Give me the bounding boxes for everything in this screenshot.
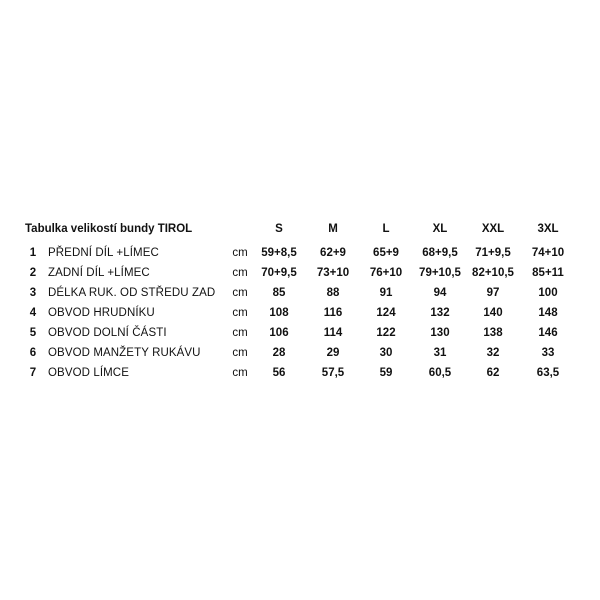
row-unit: cm	[232, 327, 248, 339]
table-cell: 106	[269, 327, 289, 339]
table-cell: 32	[486, 347, 500, 359]
row-number: 5	[29, 327, 37, 339]
row-number: 2	[29, 267, 37, 279]
table-cell: 74+10	[531, 247, 565, 259]
table-cell: 85+11	[532, 267, 564, 279]
table-cell: 57,5	[321, 367, 345, 379]
table-cell: 60,5	[428, 367, 452, 379]
table-cell: 148	[538, 307, 558, 319]
table-cell: 140	[483, 307, 503, 319]
row-label: PŘEDNÍ DÍL +LÍMEC	[48, 247, 159, 259]
table-cell: 88	[326, 287, 340, 299]
row-number: 7	[29, 367, 37, 379]
row-label: OBVOD HRUDNÍKU	[48, 307, 155, 319]
row-unit: cm	[232, 267, 248, 279]
table-cell: 116	[323, 307, 343, 319]
table-cell: 97	[486, 287, 500, 299]
size-header-xl: XL	[432, 223, 448, 235]
row-unit: cm	[232, 247, 248, 259]
table-cell: 28	[272, 347, 286, 359]
row-unit: cm	[232, 347, 248, 359]
table-cell: 146	[538, 327, 558, 339]
table-cell: 29	[326, 347, 340, 359]
row-number: 3	[29, 287, 37, 299]
table-title: Tabulka velikostí bundy TIROL	[25, 223, 193, 235]
row-label: DÉLKA RUK. OD STŘEDU ZAD	[48, 287, 216, 299]
table-row	[0, 365, 600, 385]
table-cell: 65+9	[373, 247, 399, 259]
row-label: OBVOD MANŽETY RUKÁVU	[48, 347, 201, 359]
table-cell: 71+9,5	[475, 247, 511, 259]
table-cell: 70+9,5	[261, 267, 297, 279]
table-row	[0, 325, 600, 345]
row-label: ZADNÍ DÍL +LÍMEC	[48, 267, 150, 279]
table-cell: 91	[379, 287, 393, 299]
size-header-s: S	[275, 223, 283, 235]
table-cell: 79+10,5	[419, 267, 461, 279]
table-cell: 59+8,5	[261, 247, 297, 259]
table-cell: 130	[430, 327, 450, 339]
table-cell: 114	[323, 327, 343, 339]
size-header-m: M	[328, 223, 338, 235]
table-cell: 62+9	[320, 247, 346, 259]
table-row	[0, 305, 600, 325]
table-cell: 31	[433, 347, 447, 359]
table-cell: 100	[538, 287, 558, 299]
size-header-3xl: 3XL	[537, 223, 559, 235]
table-cell: 85	[272, 287, 286, 299]
size-header-xxl: XXL	[481, 223, 505, 235]
row-number: 6	[29, 347, 37, 359]
table-cell: 63,5	[536, 367, 560, 379]
row-number: 4	[29, 307, 37, 319]
table-cell: 132	[430, 307, 450, 319]
row-label: OBVOD LÍMCE	[48, 367, 129, 379]
row-unit: cm	[232, 287, 248, 299]
table-cell: 59	[379, 367, 393, 379]
row-unit: cm	[232, 307, 248, 319]
row-number: 1	[29, 247, 37, 259]
table-cell: 68+9,5	[422, 247, 458, 259]
table-row	[0, 345, 600, 365]
table-cell: 94	[433, 287, 447, 299]
table-cell: 56	[272, 367, 286, 379]
table-cell: 122	[376, 327, 396, 339]
table-cell: 124	[376, 307, 396, 319]
size-header-l: L	[382, 223, 390, 235]
table-cell: 30	[379, 347, 393, 359]
table-row	[0, 245, 600, 265]
table-cell: 76+10	[369, 267, 403, 279]
row-label: OBVOD DOLNÍ ČÁSTI	[48, 327, 167, 339]
table-cell: 62	[486, 367, 500, 379]
table-row	[0, 285, 600, 305]
table-cell: 82+10,5	[472, 267, 514, 279]
table-cell: 73+10	[316, 267, 350, 279]
table-row	[0, 265, 600, 285]
row-unit: cm	[232, 367, 248, 379]
table-cell: 108	[269, 307, 289, 319]
table-cell: 138	[483, 327, 503, 339]
table-cell: 33	[541, 347, 555, 359]
